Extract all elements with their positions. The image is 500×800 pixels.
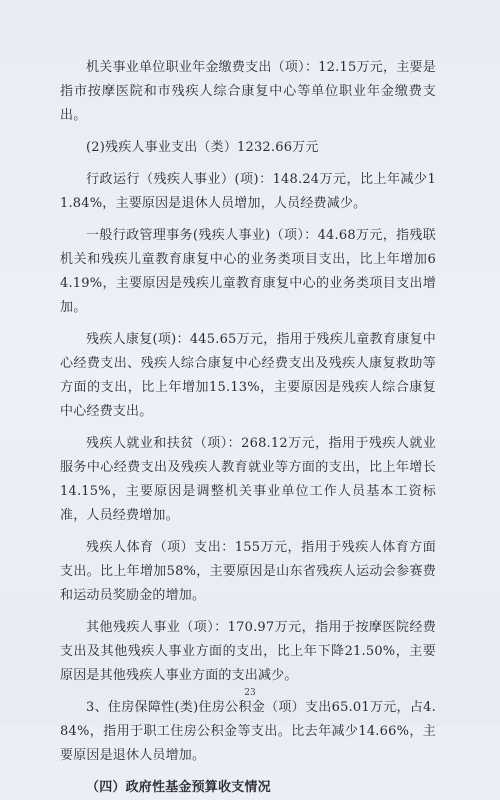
paragraph-administrative-operation: 行政运行（残疾人事业）(项)：148.24万元，比上年减少11.84%，主要原因是退休人员增加，人员经费减少。 bbox=[60, 172, 436, 211]
paragraph-general-admin-affairs: 一般行政管理事务(残疾人事业)（项）：44.68万元，指残联机关和残疾儿童教育康复中心的业务类项目支出，比上年增加64.19%，主要原因是残疾儿童教育康复中心的业务类项目支出增加。 bbox=[60, 228, 436, 315]
paragraph-disability-category: (2)残疾人事业支出（类）1232.66万元 bbox=[86, 140, 319, 155]
page-number: 23 bbox=[244, 688, 256, 698]
paragraph-sports: 残疾人体育（项）支出：155万元，指用于残疾人体育方面支出。比上年增加58%，主要原因是山东省残疾人运动会参赛费和运动员奖励金的增加。 bbox=[60, 540, 436, 603]
section-heading-government-fund: （四）政府性基金预算收支情况 bbox=[86, 780, 271, 795]
paragraph-employment-poverty: 残疾人就业和扶贫（项）：268.12万元，指用于残疾人就业服务中心经费支出及残疾人教育就业等方面的支出，比上年增长14.15%，主要原因是调整机关事业单位工作人员基本工资标准，人员经费增加。 bbox=[60, 436, 436, 523]
paragraph-other-disability: 其他残疾人事业（项）：170.97万元，指用于按摩医院经费支出及其他残疾人事业方面的支出，比上年下降21.50%，主要原因是其他残疾人事业方面的支出减少。 bbox=[60, 620, 436, 683]
paragraph-pension-expense: 机关事业单位职业年金缴费支出（项）：12.15万元，主要是指市按摩医院和市残疾人综合康复中心等单位职业年金缴费支出。 bbox=[60, 60, 436, 123]
paragraph-rehabilitation: 残疾人康复(项)：445.65万元，指用于残疾儿童教育康复中心经费支出、残疾人综合康复中心经费支出及残疾人康复救助等方面的支出，比上年增加15.13%，主要原因是残疾人综合康复中心经费支出。 bbox=[60, 332, 436, 419]
paragraph-housing-fund: 3、住房保障性(类)住房公积金（项）支出65.01万元，占4.84%，指用于职工住房公积金等支出。比去年减少14.66%，主要原因是退休人员增加。 bbox=[60, 700, 436, 763]
